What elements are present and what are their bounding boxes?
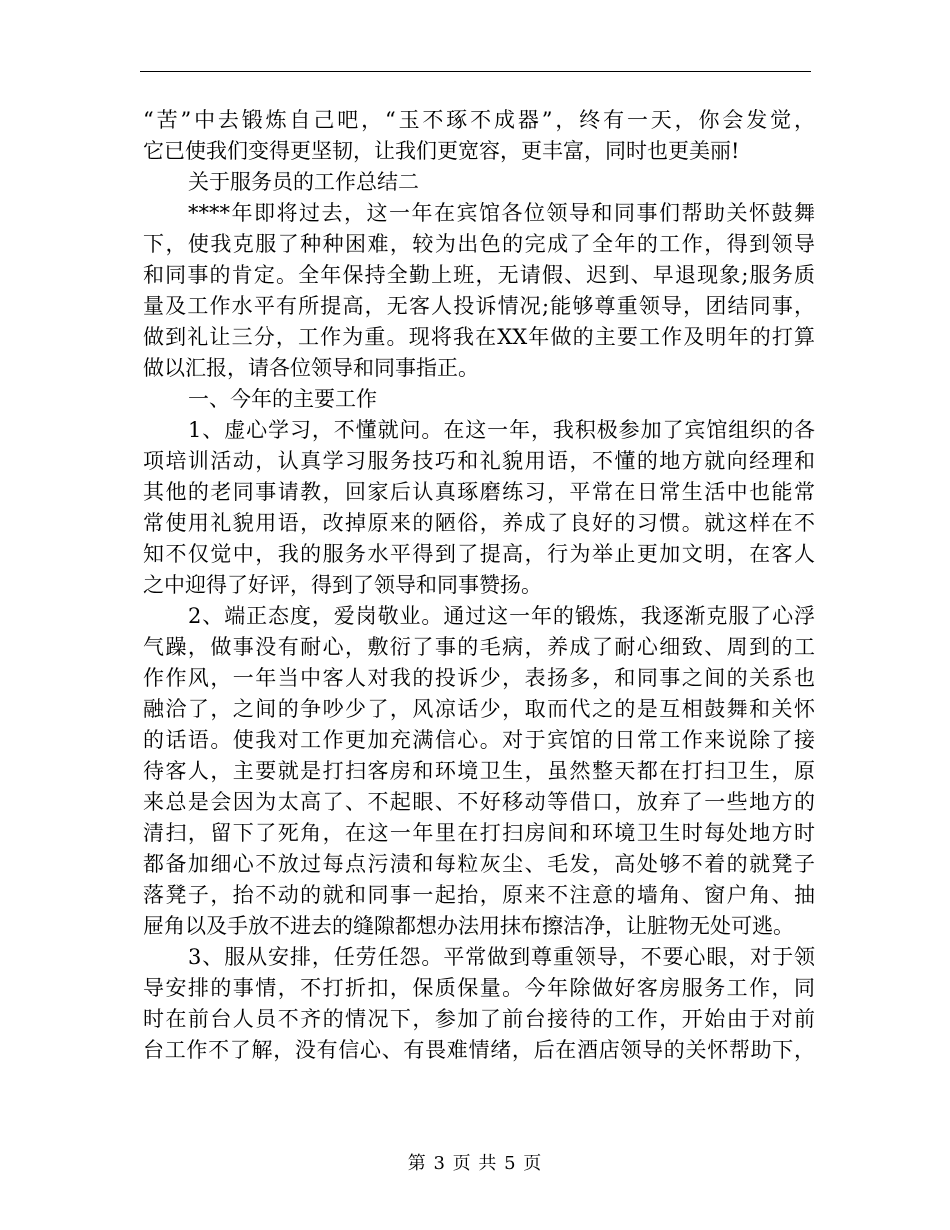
header-rule bbox=[140, 71, 811, 72]
text-line: 导安排的事情，不打折扣，保质保量。今年除做好客房服务工作，同 bbox=[143, 976, 815, 1000]
text-line: 之中迎得了好评，得到了领导和同事赞扬。 bbox=[143, 573, 542, 597]
text-line: 量及工作水平有所提高，无客人投诉情况;能够尊重领导，团结同事， bbox=[143, 294, 815, 318]
text-line: 气躁，做事没有耐心，敷衍了事的毛病，养成了耐心细致、周到的工 bbox=[143, 635, 815, 659]
text-line: 做以汇报，请各位领导和同事指正。 bbox=[143, 356, 479, 380]
text-line: 融洽了，之间的争吵少了，风凉话少，取而代之的是互相鼓舞和关怀 bbox=[143, 697, 815, 721]
text-line: 知不仅觉中，我的服务水平得到了提高，行为举止更加文明，在客人 bbox=[143, 542, 815, 566]
text-line: 和同事的肯定。全年保持全勤上班，无请假、迟到、早退现象;服务质 bbox=[143, 263, 815, 287]
text-line: 项培训活动，认真学习服务技巧和礼貌用语，不懂的地方就向经理和 bbox=[143, 449, 815, 473]
text-line: 时在前台人员不齐的情况下，参加了前台接待的工作，开始由于对前 bbox=[143, 1007, 815, 1031]
text-line: 1、虚心学习，不懂就问。在这一年，我积极参加了宾馆组织的各 bbox=[188, 418, 815, 442]
page-number-footer: 第 3 页 共 5 页 bbox=[407, 1153, 543, 1174]
text-line: 的话语。使我对工作更加充满信心。对于宾馆的日常工作来说除了接 bbox=[143, 728, 815, 752]
text-line: 3、服从安排，任劳任怨。平常做到尊重领导，不要心眼，对于领 bbox=[188, 945, 815, 969]
text-line: 做到礼让三分，工作为重。现将我在XX年做的主要工作及明年的打算 bbox=[143, 325, 815, 349]
text-line: 其他的老同事请教，回家后认真琢磨练习，平常在日常生活中也能常 bbox=[143, 480, 815, 504]
text-line: “苦”中去锻炼自己吧，“玉不琢不成器”，终有一天，你会发觉， bbox=[143, 108, 815, 132]
text-line: 2、端正态度，爱岗敬业。通过这一年的锻炼，我逐渐克服了心浮 bbox=[188, 604, 815, 628]
text-line: 台工作不了解，没有信心、有畏难情绪，后在酒店领导的关怀帮助下， bbox=[143, 1038, 815, 1062]
text-line: 关于服务员的工作总结二 bbox=[188, 170, 419, 194]
text-line: 待客人，主要就是打扫客房和环境卫生，虽然整天都在打扫卫生，原 bbox=[143, 759, 815, 783]
text-line: 清扫，留下了死角，在这一年里在打扫房间和环境卫生时每处地方时 bbox=[143, 821, 815, 845]
text-line: 它已使我们变得更坚韧，让我们更宽容，更丰富，同时也更美丽! bbox=[143, 139, 740, 163]
text-line: 常使用礼貌用语，改掉原来的陋俗，养成了良好的习惯。就这样在不 bbox=[143, 511, 815, 535]
text-line: 下，使我克服了种种困难，较为出色的完成了全年的工作，得到领导 bbox=[143, 232, 815, 256]
text-line: 一、今年的主要工作 bbox=[188, 387, 377, 411]
text-line: 来总是会因为太高了、不起眼、不好移动等借口，放弃了一些地方的 bbox=[143, 790, 815, 814]
text-line: ****年即将过去，这一年在宾馆各位领导和同事们帮助关怀鼓舞 bbox=[188, 201, 815, 225]
document-body bbox=[143, 105, 815, 1066]
text-line: 屉角以及手放不进去的缝隙都想办法用抹布擦洁净，让脏物无处可逃。 bbox=[143, 914, 794, 938]
text-line: 都备加细心不放过每点污渍和每粒灰尘、毛发，高处够不着的就凳子 bbox=[143, 852, 815, 876]
text-line: 落凳子，抬不动的就和同事一起抬，原来不注意的墙角、窗户角、抽 bbox=[143, 883, 815, 907]
text-line: 作作风，一年当中客人对我的投诉少，表扬多，和同事之间的关系也 bbox=[143, 666, 815, 690]
